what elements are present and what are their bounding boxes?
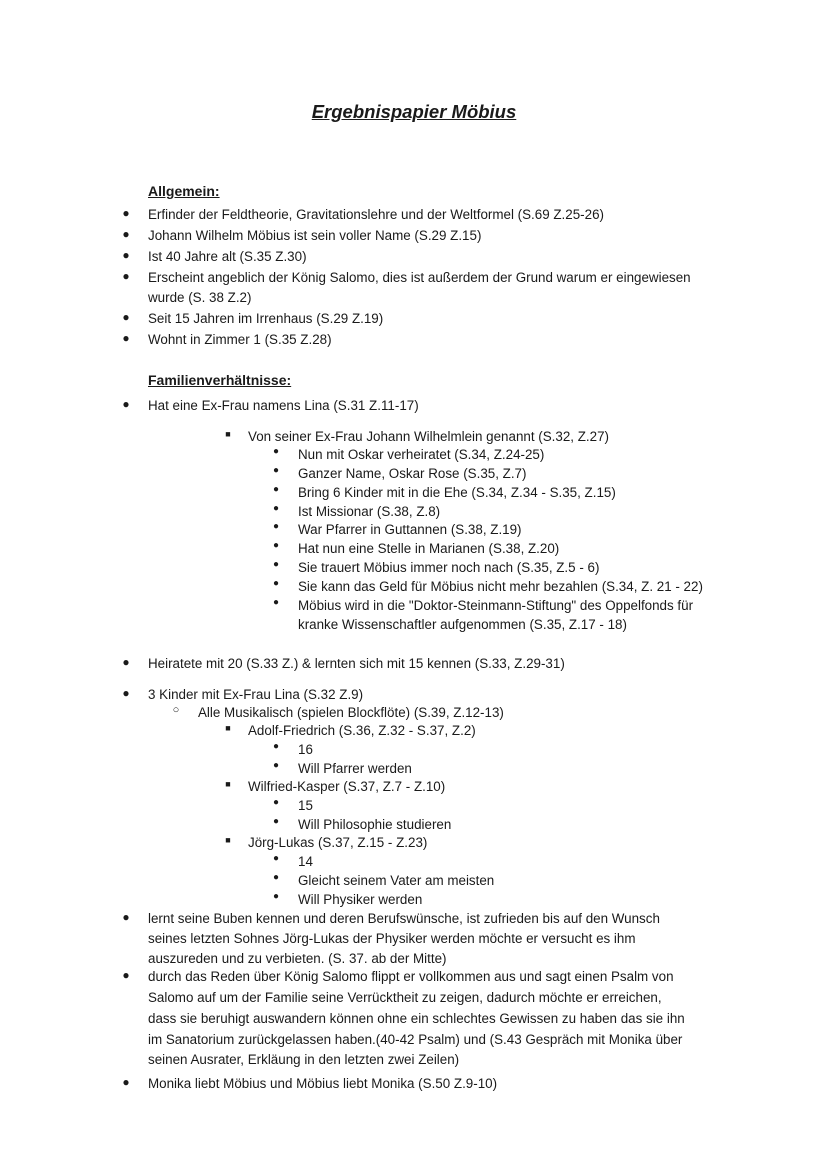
bullet-icon: ● <box>122 1075 130 1089</box>
list-item: durch das Reden über König Salomo flippt er vollkommen aus und sagt einen Psalm von <box>148 969 674 984</box>
bullet-icon: ● <box>122 968 130 982</box>
list-item: Sie kann das Geld für Möbius nicht mehr bezahlen (S.34, Z. 21 - 22) <box>298 579 703 594</box>
list-item: Will Pfarrer werden <box>298 761 412 776</box>
bullet-icon: ● <box>122 331 130 345</box>
list-item-continuation: wurde (S. 38 Z.2) <box>148 290 252 305</box>
list-item: 14 <box>298 854 313 869</box>
list-item: Wohnt in Zimmer 1 (S.35 Z.28) <box>148 332 332 347</box>
bullet-icon: ● <box>122 655 130 669</box>
list-item: Jörg-Lukas (S.37, Z.15 - Z.23) <box>248 835 428 850</box>
bullet-icon: ● <box>272 465 280 476</box>
bullet-icon: ● <box>122 397 130 411</box>
list-item-continuation: im Sanatorium zurückgelassen haben.(40-42 Psalm) und (S.43 Gespräch mit Monika über <box>148 1032 683 1047</box>
list-item: Ist 40 Jahre alt (S.35 Z.30) <box>148 249 307 264</box>
bullet-icon: ● <box>122 248 130 262</box>
bullet-icon: ● <box>122 227 130 241</box>
list-item: Sie trauert Möbius immer noch nach (S.35, Z.5 - 6) <box>298 560 600 575</box>
bullet-icon: ● <box>272 578 280 589</box>
bullet-icon: ● <box>272 760 280 771</box>
list-item-continuation: kranke Wissenschaftler aufgenommen (S.35, Z.17 - 18) <box>298 617 627 632</box>
bullet-icon: ● <box>122 910 130 924</box>
list-item: Hat nun eine Stelle in Marianen (S.38, Z.20) <box>298 541 560 556</box>
bullet-icon: ● <box>272 597 280 608</box>
bullet-icon: ● <box>272 891 280 902</box>
bullet-icon: ● <box>272 816 280 827</box>
list-item: Heiratete mit 20 (S.33 Z.) & lernten sich mit 15 kennen (S.33, Z.29-31) <box>148 656 565 671</box>
square-bullet-icon: ■ <box>225 835 231 845</box>
bullet-icon: ● <box>272 521 280 532</box>
list-item: Nun mit Oskar verheiratet (S.34, Z.24-25) <box>298 447 545 462</box>
bullet-icon: ● <box>122 686 130 700</box>
list-item: Johann Wilhelm Möbius ist sein voller Name (S.29 Z.15) <box>148 228 482 243</box>
document-title: Ergebnispapier Möbius <box>311 101 517 122</box>
bullet-icon: ● <box>272 446 280 457</box>
list-item: Gleicht seinem Vater am meisten <box>298 873 495 888</box>
list-item: Monika liebt Möbius und Möbius liebt Monika (S.50 Z.9-10) <box>148 1076 498 1091</box>
list-item: Erfinder der Feldtheorie, Gravitationslehre und der Weltformel (S.69 Z.25-26) <box>148 207 604 222</box>
list-item-continuation: dass sie beruhigt auswandern können ohne ein schlechtes Gewissen zu haben das sie ihn <box>148 1011 685 1026</box>
list-item: Seit 15 Jahren im Irrenhaus (S.29 Z.19) <box>148 311 384 326</box>
list-item-continuation: auszureden und zu verbieten. (S. 37. ab der Mitte) <box>148 951 447 966</box>
list-item: Erscheint angeblich der König Salomo, dies ist außerdem der Grund warum er eingewiesen <box>148 270 691 285</box>
list-item: 3 Kinder mit Ex-Frau Lina (S.32 Z.9) <box>148 687 364 702</box>
list-item: lernt seine Buben kennen und deren Berufswünsche, ist zufrieden bis auf den Wunsch <box>148 911 660 926</box>
section-heading-familie: Familienverhältnisse: <box>148 372 292 388</box>
circle-bullet-icon: ○ <box>172 704 180 716</box>
bullet-icon: ● <box>122 310 130 324</box>
square-bullet-icon: ■ <box>225 723 231 733</box>
bullet-icon: ● <box>272 797 280 808</box>
bullet-icon: ● <box>272 853 280 864</box>
bullet-icon: ● <box>272 503 280 514</box>
list-item: 15 <box>298 798 313 813</box>
list-item: Bring 6 Kinder mit in die Ehe (S.34, Z.34 - S.35, Z.15) <box>298 485 616 500</box>
list-item: Alle Musikalisch (spielen Blockflöte) (S.39, Z.12-13) <box>198 705 504 720</box>
list-item: War Pfarrer in Guttannen (S.38, Z.19) <box>298 522 522 537</box>
bullet-icon: ● <box>272 540 280 551</box>
square-bullet-icon: ■ <box>225 779 231 789</box>
bullet-icon: ● <box>272 484 280 495</box>
list-item: Ganzer Name, Oskar Rose (S.35, Z.7) <box>298 466 527 481</box>
list-item: Möbius wird in die "Doktor-Steinmann-Stiftung" des Oppelfonds für <box>298 598 694 613</box>
list-item-continuation: seines letzten Sohnes Jörg-Lukas der Physiker werden möchte er versucht es ihm <box>148 931 636 946</box>
bullet-icon: ● <box>272 872 280 883</box>
list-item: Wilfried-Kasper (S.37, Z.7 - Z.10) <box>248 779 446 794</box>
bullet-icon: ● <box>272 741 280 752</box>
list-item: Adolf-Friedrich (S.36, Z.32 - S.37, Z.2) <box>248 723 476 738</box>
list-item: Hat eine Ex-Frau namens Lina (S.31 Z.11-17) <box>148 398 419 413</box>
bullet-icon: ● <box>122 206 130 220</box>
section-heading-allgemein: Allgemein: <box>148 183 220 199</box>
list-item: Will Physiker werden <box>298 892 423 907</box>
list-item-continuation: Salomo auf um der Familie seine Verrücktheit zu zeigen, dadurch möchte er erreichen, <box>148 990 662 1005</box>
list-item: Will Philosophie studieren <box>298 817 452 832</box>
list-item: 16 <box>298 742 313 757</box>
bullet-icon: ● <box>122 269 130 283</box>
bullet-icon: ● <box>272 559 280 570</box>
list-item: Von seiner Ex-Frau Johann Wilhelmlein genannt (S.32, Z.27) <box>248 429 609 444</box>
list-item: Ist Missionar (S.38, Z.8) <box>298 504 441 519</box>
square-bullet-icon: ■ <box>225 429 231 439</box>
list-item-continuation: seinen Ausrater, Erkläung in den letzten zwei Zeilen) <box>148 1052 460 1067</box>
